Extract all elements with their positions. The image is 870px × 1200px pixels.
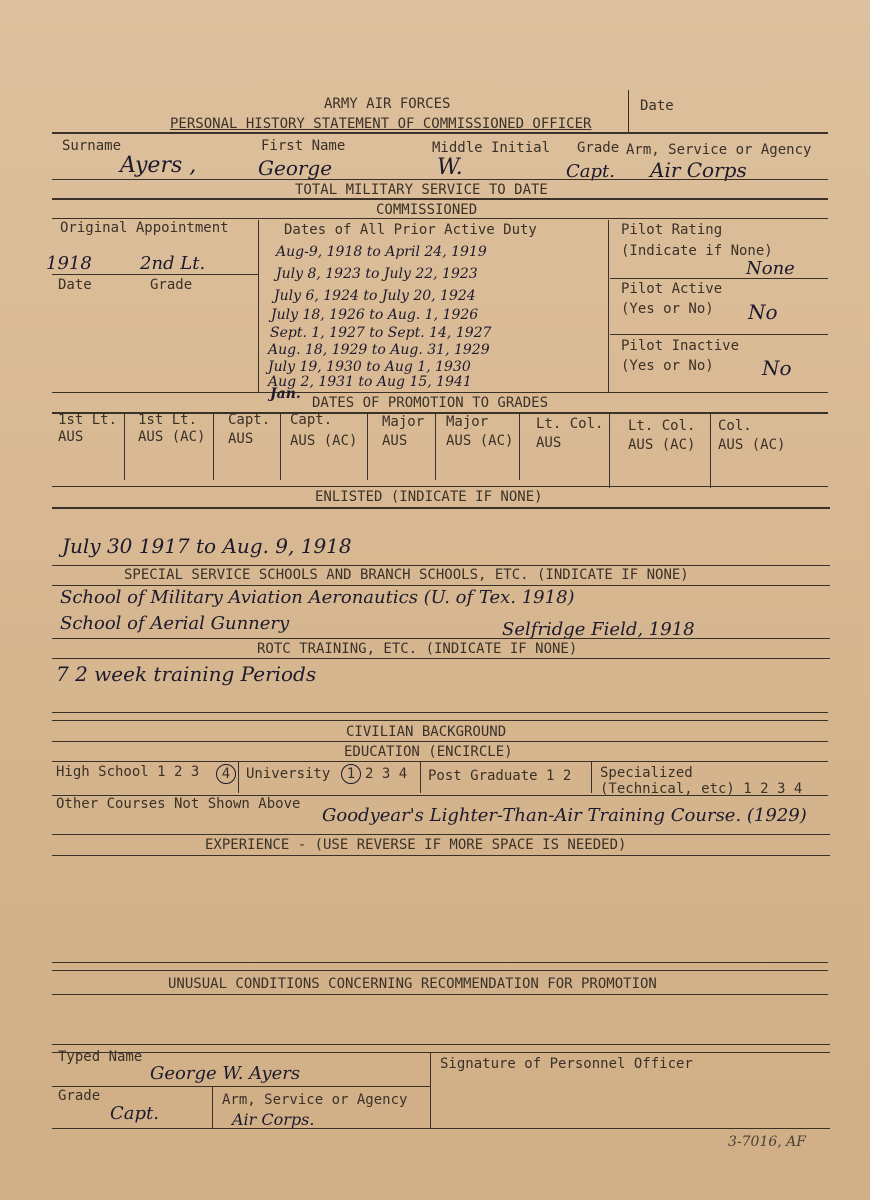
surname-label: Surname [62, 138, 122, 154]
rule [52, 274, 258, 275]
original-appointment-grade: 2nd Lt. [140, 253, 206, 274]
signature-label: Signature of Personnel Officer [440, 1056, 693, 1072]
rule [52, 218, 828, 219]
other-courses-value: Goodyear's Lighter-Than-Air Training Course. (1929) [322, 805, 807, 826]
rule [52, 720, 828, 721]
university-label: University [246, 766, 331, 782]
first-name-value: George [258, 156, 333, 180]
pilot-active-label: Pilot Active [621, 281, 723, 297]
prior-duty-dates-label: Dates of All Prior Active Duty [284, 222, 537, 238]
typed-name-label: Typed Name [58, 1049, 143, 1065]
rule [52, 970, 828, 971]
rule [610, 278, 828, 279]
column-divider [124, 412, 125, 480]
pilot-inactive-label: Pilot Inactive [621, 338, 740, 354]
footer-arm-label: Arm, Service or Agency [222, 1092, 408, 1108]
column-divider [258, 220, 259, 392]
specialized-label: Specialized [600, 765, 693, 781]
education-label: EDUCATION (ENCIRCLE) [344, 744, 513, 760]
column-divider [435, 412, 436, 480]
university-circled-1: 1 [341, 764, 361, 784]
duty-date-entry: Aug-9, 1918 to April 24, 1919 [276, 244, 487, 260]
pilot-inactive-value: No [762, 356, 792, 380]
promo-lt-col-aus: Lt. Col. [536, 416, 604, 432]
duty-date-entry: July 18, 1926 to Aug. 1, 1926 [271, 307, 479, 323]
column-divider [608, 220, 609, 392]
form-agency-title: ARMY AIR FORCES [324, 96, 451, 112]
rule [52, 1128, 830, 1129]
column-divider [430, 1052, 431, 1128]
typed-name-value: George W. Ayers [150, 1063, 301, 1084]
original-appointment-date: 1918 [46, 253, 92, 274]
promotion-overwrite: Jan. [270, 386, 301, 402]
promo-1st-lt-aus: 1st Lt. [58, 412, 118, 428]
surname-value: Ayers , [120, 153, 197, 178]
rule [52, 198, 828, 200]
rule [52, 658, 830, 659]
duty-date-entry: Sept. 1, 1927 to Sept. 14, 1927 [270, 325, 492, 341]
promo-capt-ac: Capt. [290, 412, 333, 428]
promo-col-ac: Col. [718, 418, 752, 434]
column-divider [212, 1086, 213, 1128]
other-courses-label: Other Courses Not Shown Above [56, 796, 301, 812]
grade-label: Grade [577, 140, 620, 156]
footer-grade-label: Grade [58, 1088, 101, 1104]
footer-arm-value: Air Corps. [232, 1110, 315, 1129]
duty-date-entry: Aug. 18, 1929 to Aug. 31, 1929 [268, 342, 490, 358]
column-divider [420, 761, 421, 793]
promo-capt-ac-sub: AUS (AC) [290, 433, 358, 449]
high-school-label: High School 1 2 3 [56, 764, 200, 780]
column-divider [238, 761, 239, 793]
enlisted-label: ENLISTED (INDICATE IF NONE) [315, 489, 543, 505]
pilot-rating-hint: (Indicate if None) [621, 243, 773, 259]
post-graduate-label: Post Graduate 1 2 [428, 768, 572, 784]
pilot-rating-label: Pilot Rating [621, 222, 723, 238]
commissioned-label: COMMISSIONED [376, 202, 478, 218]
duty-date-entry: July 19, 1930 to Aug 1, 1930 [268, 359, 471, 375]
appointment-grade-label: Grade [150, 277, 193, 293]
promo-capt-aus: Capt. [228, 412, 271, 428]
middle-initial-value: W. [437, 155, 463, 180]
footer-grade-value: Capt. [110, 1103, 159, 1124]
rule [610, 334, 828, 335]
promo-col-ac-sub: AUS (AC) [718, 437, 786, 453]
rotc-value: 7 2 week training Periods [56, 662, 317, 686]
rule [52, 741, 828, 742]
civilian-background-label: CIVILIAN BACKGROUND [346, 724, 507, 740]
appointment-date-label: Date [58, 277, 92, 293]
column-divider [367, 412, 368, 480]
rotc-label: ROTC TRAINING, ETC. (INDICATE IF NONE) [257, 641, 578, 657]
university-options: 2 3 4 [365, 766, 408, 782]
file-number: 3-7016, AF [728, 1134, 806, 1150]
promo-1st-lt-aus-sub: AUS [58, 429, 84, 445]
specialized-options: (Technical, etc) 1 2 3 4 [600, 781, 803, 797]
promo-1st-lt-ac: 1st Lt. [138, 412, 198, 428]
pilot-inactive-hint: (Yes or No) [621, 358, 714, 374]
pilot-rating-value: None [746, 258, 795, 279]
column-divider [213, 412, 214, 480]
first-name-label: First Name [261, 138, 346, 154]
pilot-active-hint: (Yes or No) [621, 301, 714, 317]
school-entry: School of Aerial Gunnery [60, 613, 290, 634]
rule [52, 712, 828, 713]
promo-major-ac-sub: AUS (AC) [446, 433, 514, 449]
promo-1st-lt-ac-sub: AUS (AC) [138, 429, 206, 445]
rule [52, 638, 830, 639]
enlisted-value: July 30 1917 to Aug. 9, 1918 [62, 534, 352, 558]
promo-major-ac: Major [446, 414, 489, 430]
promo-lt-col-aus-sub: AUS [536, 435, 562, 451]
promo-lt-col-ac-sub: AUS (AC) [628, 437, 696, 453]
column-divider [710, 412, 711, 488]
column-divider [609, 412, 610, 488]
rule [52, 585, 830, 586]
promo-lt-col-ac: Lt. Col. [628, 418, 696, 434]
school-entry-location: Selfridge Field, 1918 [502, 619, 695, 640]
duty-date-entry: July 6, 1924 to July 20, 1924 [274, 288, 476, 304]
rule [52, 1086, 430, 1087]
rule [52, 507, 830, 509]
school-entry: School of Military Aviation Aeronautics (U. of Tex. 1918) [60, 587, 575, 608]
rule [52, 855, 830, 856]
duty-date-entry: July 8, 1923 to July 22, 1923 [276, 266, 478, 282]
arm-service-value: Air Corps [650, 158, 747, 182]
promotion-dates-label: DATES OF PROMOTION TO GRADES [312, 395, 549, 411]
unusual-conditions-label: UNUSUAL CONDITIONS CONCERNING RECOMMENDATION FOR PROMOTION [168, 976, 657, 992]
rule [52, 1044, 830, 1045]
form-title: PERSONAL HISTORY STATEMENT OF COMMISSIONED OFFICER [170, 116, 592, 132]
special-schools-label: SPECIAL SERVICE SCHOOLS AND BRANCH SCHOOLS, ETC. (INDICATE IF NONE) [124, 567, 689, 583]
column-divider [591, 761, 592, 793]
rule [52, 834, 830, 835]
rule [52, 179, 828, 180]
experience-label: EXPERIENCE - (USE REVERSE IF MORE SPACE IS NEEDED) [205, 837, 627, 853]
column-divider [519, 412, 520, 480]
high-school-circled-4: 4 [216, 764, 236, 784]
rule [52, 994, 828, 995]
duty-date-entry: Aug 2, 1931 to Aug 15, 1941 [268, 374, 472, 390]
rule [52, 761, 828, 762]
promo-major-aus: Major [382, 414, 425, 430]
middle-initial-label: Middle Initial [432, 140, 551, 156]
promo-major-aus-sub: AUS [382, 433, 408, 449]
grade-value: Capt. [566, 161, 615, 182]
header-divider [628, 90, 629, 132]
rule [52, 1052, 830, 1053]
pilot-active-value: No [748, 300, 778, 324]
arm-service-label: Arm, Service or Agency [626, 142, 812, 158]
total-service-label: TOTAL MILITARY SERVICE TO DATE [295, 182, 548, 198]
rule [52, 962, 828, 963]
rule [52, 132, 828, 134]
rule [52, 486, 828, 487]
rule [52, 565, 830, 566]
original-appointment-label: Original Appointment [60, 220, 229, 236]
promo-capt-aus-sub: AUS [228, 431, 254, 447]
column-divider [280, 412, 281, 480]
rule [52, 392, 828, 393]
date-label: Date [640, 98, 674, 114]
